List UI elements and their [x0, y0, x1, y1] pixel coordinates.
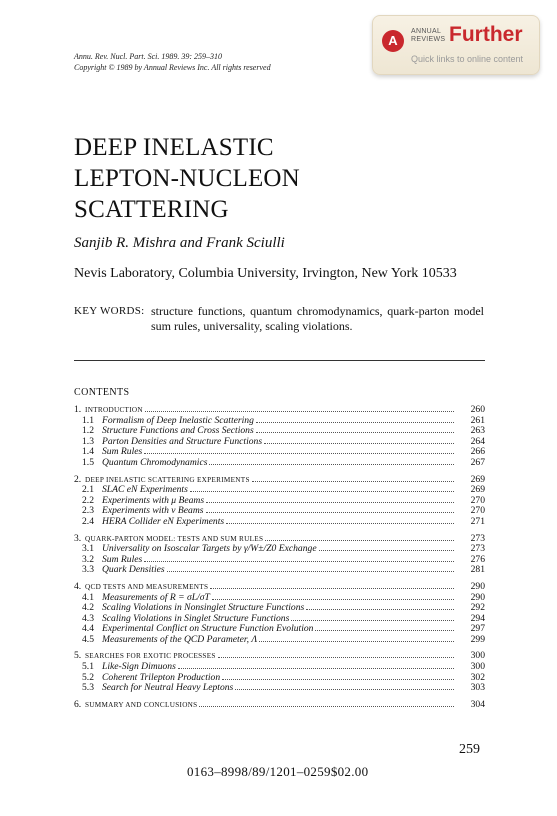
toc-title: Experiments with ν Beams: [102, 505, 204, 517]
badge-annual-reviews-label: ANNUAL REVIEWS: [411, 28, 446, 43]
toc-page: 290: [470, 580, 485, 592]
toc-num: 1.5: [82, 456, 94, 468]
toc-section: [74, 700, 485, 711]
toc-subsection[interactable]: [74, 458, 485, 469]
toc-title: HERA Collider eN Experiments: [102, 515, 225, 527]
toc-page: 273: [470, 543, 485, 555]
toc-subsection[interactable]: [74, 683, 485, 694]
toc-title: Structure Functions and Cross Sections: [102, 425, 254, 437]
toc-page: 260: [470, 404, 485, 415]
dot-leader: [178, 667, 454, 669]
dot-leader: [210, 587, 454, 589]
toc-title: INTRODUCTION: [85, 406, 143, 414]
badge-further-label: Further: [449, 23, 523, 46]
toc-num: 3.: [74, 532, 82, 544]
toc-title: Scaling Violations in Singlet Structure Functions: [102, 612, 290, 624]
dot-leader: [218, 656, 454, 658]
toc-page: 269: [470, 484, 485, 496]
further-links-badge[interactable]: [372, 15, 540, 75]
toc-num: 3.2: [82, 553, 94, 565]
toc-page: 271: [470, 515, 485, 527]
toc-section: [74, 405, 485, 469]
toc-title: Quantum Chromodynamics: [102, 456, 208, 468]
toc-section: [74, 582, 485, 646]
journal-citation: [74, 51, 271, 73]
toc-page: 294: [470, 612, 485, 624]
toc-subsection[interactable]: [74, 565, 485, 576]
dot-leader: [206, 511, 454, 513]
toc-page: 300: [470, 661, 485, 673]
toc-page: 273: [470, 532, 485, 544]
toc-title: Like-Sign Dimuons: [102, 661, 176, 673]
dot-leader: [319, 549, 454, 551]
toc-section: [74, 475, 485, 528]
toc-num: 2.4: [82, 515, 94, 527]
toc-subsection[interactable]: [74, 517, 485, 528]
toc-title: Search for Neutral Heavy Leptons: [102, 682, 234, 694]
title-line-3: SCATTERING: [74, 196, 229, 223]
affiliation: Nevis Laboratory, Columbia University, Irvington, New York 10533: [74, 266, 457, 281]
toc-title: Formalism of Deep Inelastic Scattering: [102, 414, 254, 426]
toc-page: 281: [470, 564, 485, 576]
toc-title: Sum Rules: [102, 553, 143, 565]
citation-line-2: Copyright © 1989 by Annual Reviews Inc. All rights reserved: [74, 63, 271, 72]
toc-section: [74, 534, 485, 576]
page-number: 259: [459, 742, 480, 757]
dot-leader: [291, 619, 454, 621]
toc-title: Scaling Violations in Nonsinglet Structure Functions: [102, 602, 305, 614]
dot-leader: [144, 560, 454, 562]
toc-page: 270: [470, 494, 485, 506]
toc-page: 267: [470, 456, 485, 468]
toc-num: 6.: [74, 698, 82, 710]
toc-title: SLAC eN Experiments: [102, 484, 188, 496]
toc-page: 290: [470, 591, 485, 603]
toc-title: Measurements of R = σL/σT: [102, 591, 210, 603]
toc-page: 263: [470, 425, 485, 437]
toc-num: 1.3: [82, 435, 94, 447]
toc-section-heading[interactable]: [74, 700, 485, 711]
dot-leader: [206, 501, 454, 503]
dot-leader: [144, 452, 454, 454]
dot-leader: [222, 678, 454, 680]
toc-section-heading[interactable]: [74, 405, 485, 416]
toc-title: Experimental Conflict on Structure Function Evolution: [102, 623, 314, 635]
key-words-text: structure functions, quantum chromodynamics, quark-parton model sum rules, universality, scaling violations.: [151, 304, 484, 333]
contents-heading: CONTENTS: [74, 387, 130, 398]
toc-section: [74, 651, 485, 693]
dot-leader: [235, 688, 454, 690]
dot-leader: [190, 490, 454, 492]
toc-page: 300: [470, 650, 485, 662]
toc-page: 299: [470, 633, 485, 645]
toc-page: 303: [470, 682, 485, 694]
toc-section-heading[interactable]: [74, 582, 485, 593]
dot-leader: [212, 598, 454, 600]
dot-leader: [199, 705, 454, 707]
article-title: [74, 132, 300, 225]
toc-page: 304: [470, 698, 485, 710]
dot-leader: [167, 570, 454, 572]
toc-title: Parton Densities and Structure Functions: [102, 435, 263, 447]
toc-num: 2.1: [82, 484, 94, 496]
divider: [74, 360, 485, 361]
toc-num: 3.1: [82, 543, 94, 555]
dot-leader: [209, 463, 454, 465]
toc-num: 1.2: [82, 425, 94, 437]
dot-leader: [226, 522, 454, 524]
dot-leader: [265, 539, 454, 541]
toc-page: 264: [470, 435, 485, 447]
toc-num: 5.: [74, 650, 82, 662]
toc-page: 261: [470, 414, 485, 426]
dot-leader: [252, 480, 454, 482]
toc-num: 4.2: [82, 602, 94, 614]
toc-title: DEEP INELASTIC SCATTERING EXPERIMENTS: [85, 475, 250, 484]
toc-title: QUARK-PARTON MODEL: TESTS AND SUM RULES: [85, 534, 264, 543]
badge-quick-links-label: Quick links to online content: [411, 54, 524, 64]
dot-leader: [256, 431, 454, 433]
toc-page: 297: [470, 623, 485, 635]
toc-num: 4.3: [82, 612, 94, 624]
toc-num: 1.: [74, 404, 82, 415]
annual-reviews-logo-icon: A: [382, 30, 404, 52]
article-code: 0163–8998/89/1201–0259$02.00: [187, 764, 369, 779]
toc-page: 302: [470, 671, 485, 683]
dot-leader: [145, 410, 454, 412]
toc-page: 292: [470, 602, 485, 614]
toc-title: Experiments with μ Beams: [102, 494, 205, 506]
title-line-2: LEPTON-NUCLEON: [74, 165, 300, 192]
toc-title: SEARCHES FOR EXOTIC PROCESSES: [85, 652, 216, 661]
authors: Sanjib R. Mishra and Frank Sciulli: [74, 235, 285, 251]
toc-title: Universality on Isoscalar Targets by γ/W±/Z0 Exchange: [102, 543, 317, 555]
toc-num: 4.5: [82, 633, 94, 645]
toc-title: SUMMARY AND CONCLUSIONS: [85, 700, 198, 709]
toc-num: 5.3: [82, 682, 94, 694]
toc-title: Coherent Trilepton Production: [102, 671, 221, 683]
toc-page: 270: [470, 505, 485, 517]
title-line-1: DEEP INELASTIC: [74, 134, 274, 161]
toc-num: 4.1: [82, 591, 94, 603]
toc-page: 269: [470, 473, 485, 485]
toc-title: Quark Densities: [102, 564, 165, 576]
toc-page: 266: [470, 446, 485, 458]
toc-num: 2.: [74, 473, 82, 485]
toc-num: 1.1: [82, 414, 94, 426]
dot-leader: [259, 640, 454, 642]
dot-leader: [256, 421, 454, 423]
dot-leader: [264, 442, 454, 444]
toc-num: 3.3: [82, 564, 94, 576]
toc-title: Sum Rules: [102, 446, 143, 458]
citation-line-1: Annu. Rev. Nucl. Part. Sci. 1989. 39: 259–310: [74, 52, 223, 61]
toc-num: 2.2: [82, 494, 94, 506]
toc-subsection[interactable]: [74, 635, 485, 646]
table-of-contents: [74, 405, 485, 716]
toc-num: 2.3: [82, 505, 94, 517]
toc-page: 276: [470, 553, 485, 565]
toc-num: 5.1: [82, 661, 94, 673]
dot-leader: [306, 608, 454, 610]
toc-title: QCD TESTS AND MEASUREMENTS: [85, 582, 209, 591]
toc-num: 4.: [74, 580, 82, 592]
toc-num: 4.4: [82, 623, 94, 635]
dot-leader: [315, 629, 454, 631]
key-words-label: KEY WORDS:: [74, 305, 145, 317]
toc-num: 5.2: [82, 671, 94, 683]
toc-title: Measurements of the QCD Parameter, Λ: [102, 633, 258, 645]
toc-num: 1.4: [82, 446, 94, 458]
